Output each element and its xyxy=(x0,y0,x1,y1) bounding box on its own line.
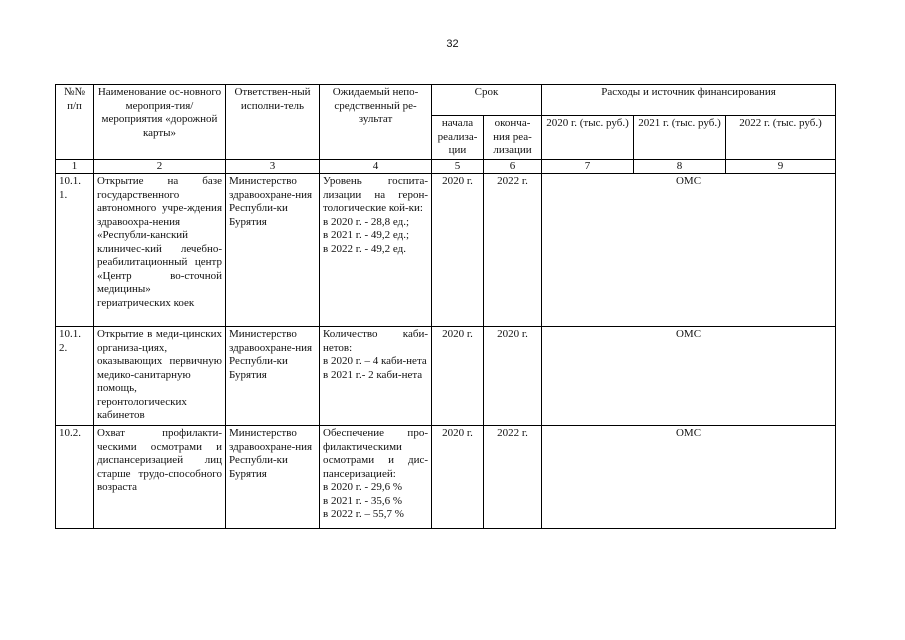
row-finance: ОМС xyxy=(542,426,836,529)
header-responsible: Ответствен-ный исполни-тель xyxy=(226,85,320,160)
result-line: в 2021 г. - 35,6 % xyxy=(323,494,403,507)
result-line: в 2020 г. - 28,8 ед.; xyxy=(323,215,410,228)
row-name: Открытие в меди-цинских организа-циях, оказывающих первичную медико-санитарную помощь, геронтологических кабинетов xyxy=(94,327,226,426)
row-start: 2020 г. xyxy=(432,327,484,426)
result-line: в 2022 г. – 55,7 % xyxy=(323,508,404,520)
column-numbers-row xyxy=(56,159,836,174)
header-year-2020: 2020 г. (тыс. руб.) xyxy=(542,116,634,160)
row-end: 2022 г. xyxy=(484,426,542,529)
header-term-end: оконча-ния реа-лизации xyxy=(484,116,542,160)
result-line: Уровень госпита-лизации на герон-тологические кой-ки: xyxy=(323,175,428,214)
row-start: 2020 г. xyxy=(432,174,484,327)
col-number: 1 xyxy=(56,159,94,174)
col-number: 2 xyxy=(94,159,226,174)
roadmap-table xyxy=(55,84,836,529)
table-row xyxy=(56,426,836,529)
row-num: 10.1. 1. xyxy=(56,174,94,327)
result-line: в 2022 г. - 49,2 ед. xyxy=(323,242,406,255)
header-result: Ожидаемый непо-средственный ре-зультат xyxy=(320,85,432,160)
col-number: 7 xyxy=(542,159,634,174)
col-number: 4 xyxy=(320,159,432,174)
page-number: 32 xyxy=(446,38,459,50)
row-name: Охват профилакти-ческими осмотрами и диспансеризацией лиц старше трудо-способного возраста xyxy=(94,426,226,529)
row-result xyxy=(320,174,432,327)
col-number: 6 xyxy=(484,159,542,174)
col-number: 8 xyxy=(634,159,726,174)
header-name: Наименование ос-новного мероприя-тия/мероприятия «дорожной карты» xyxy=(94,85,226,160)
col-number: 3 xyxy=(226,159,320,174)
header-finance: Расходы и источник финансирования xyxy=(542,85,836,116)
row-responsible: Министерство здравоохране-ния Республи-ки Бурятия xyxy=(226,174,320,327)
header-year-2021: 2021 г. (тыс. руб.) xyxy=(634,116,726,160)
row-num: 10.1. 2. xyxy=(56,327,94,426)
col-number: 5 xyxy=(432,159,484,174)
header-year-2022: 2022 г. (тыс. руб.) xyxy=(726,116,836,160)
row-result xyxy=(320,426,432,529)
row-responsible: Министерство здравоохране-ния Республи-ки Бурятия xyxy=(226,327,320,426)
row-end: 2020 г. xyxy=(484,327,542,426)
result-line: Количество каби-нетов: xyxy=(323,328,428,354)
result-line: в 2020 г. – 4 каби-нета xyxy=(323,355,427,367)
row-responsible: Министерство здравоохране-ния Республи-ки Бурятия xyxy=(226,426,320,529)
table-row xyxy=(56,327,836,426)
row-num: 10.2. xyxy=(56,426,94,529)
row-end: 2022 г. xyxy=(484,174,542,327)
row-result xyxy=(320,327,432,426)
col-number: 9 xyxy=(726,159,836,174)
header-num: №№ п/п xyxy=(56,85,94,160)
row-finance: ОМС xyxy=(542,174,836,327)
result-line: в 2021 г. - 49,2 ед.; xyxy=(323,229,410,241)
row-name: Открытие на базе государственного автономного учре-ждения здравоохра-нения «Республи-канский клиничес-кий лечебно-реабилитационный центр «Центр во-сточной медицины» гериатрических коек xyxy=(94,174,226,327)
row-start: 2020 г. xyxy=(432,426,484,529)
header-term: Срок xyxy=(432,85,542,116)
header-row-1 xyxy=(56,85,836,116)
result-line: в 2020 г. - 29,6 % xyxy=(323,481,403,493)
result-line: в 2021 г.- 2 каби-нета xyxy=(323,368,423,381)
table-row xyxy=(56,174,836,327)
result-line: Обеспечение про-филактическими осмотрами и дис-пансеризацией: xyxy=(323,427,428,480)
row-finance: ОМС xyxy=(542,327,836,426)
header-term-start: начала реализа-ции xyxy=(432,116,484,160)
